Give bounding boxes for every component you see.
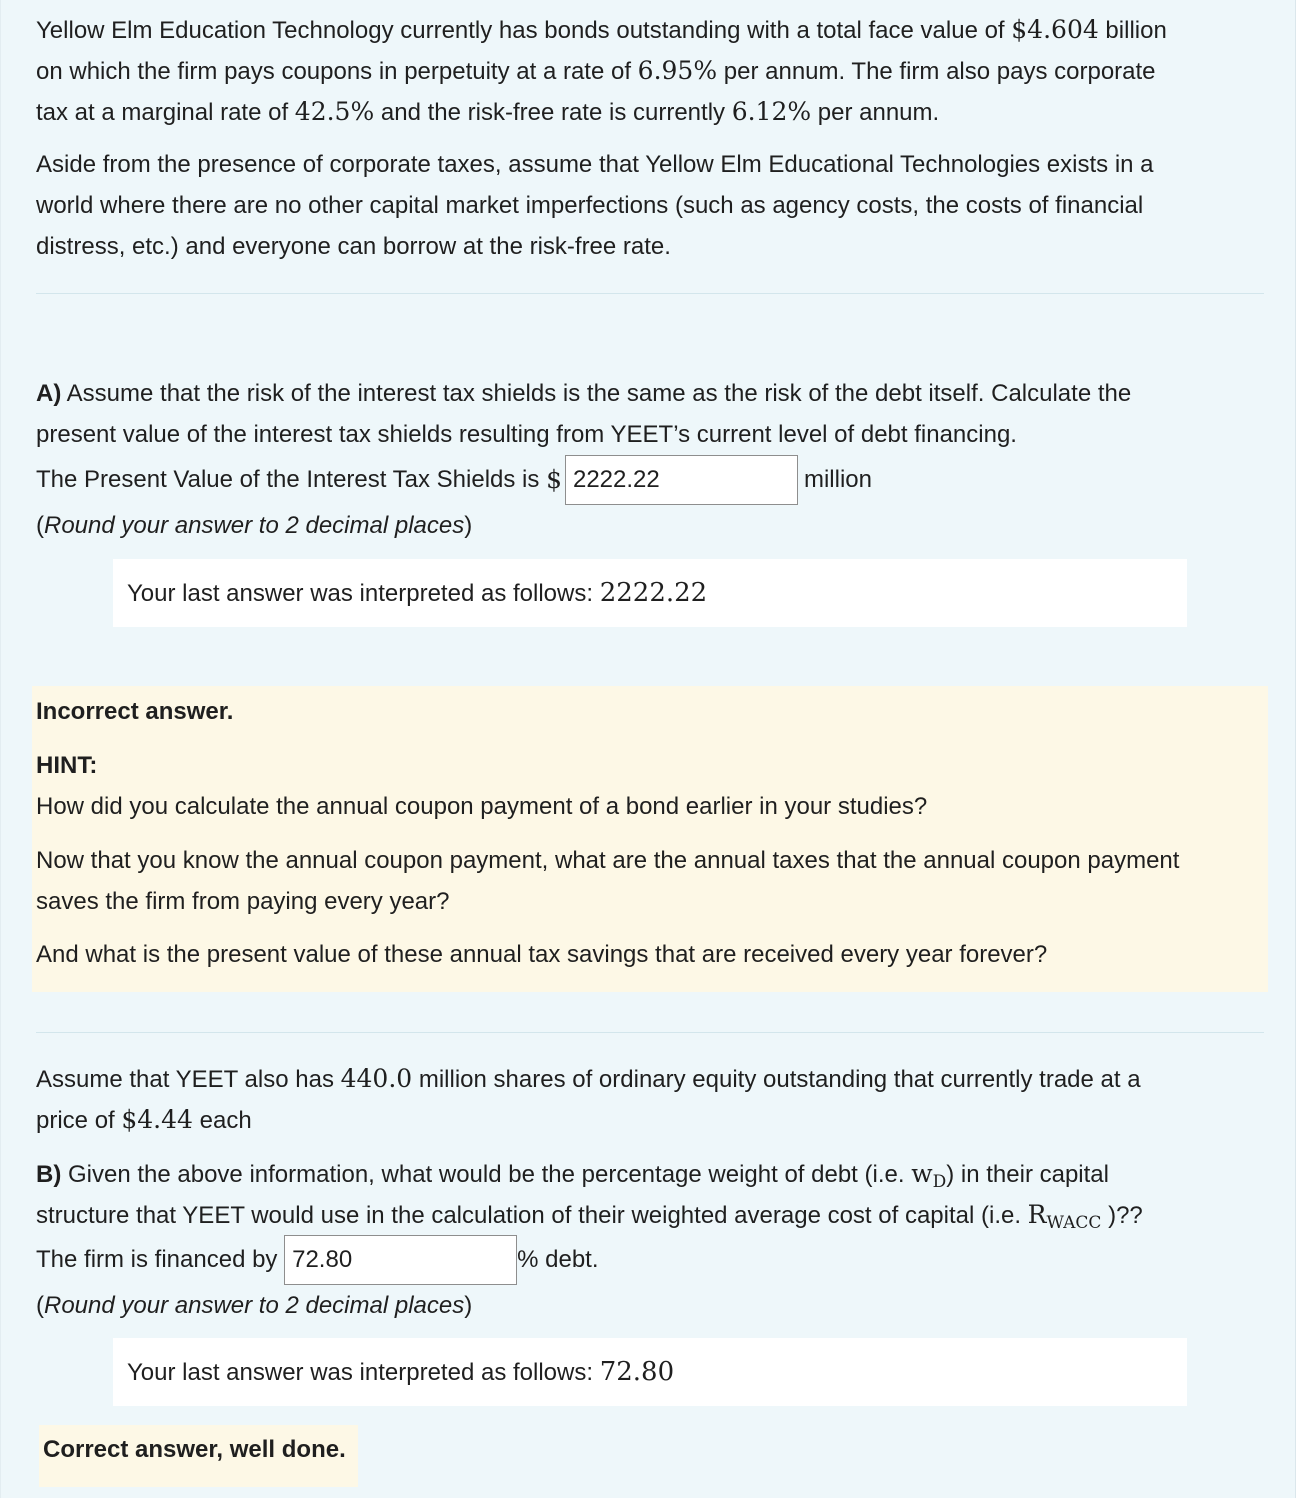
share-price: $4.44 <box>121 1105 193 1134</box>
divider <box>36 1032 1264 1033</box>
coupon-rate: 6.95% <box>637 56 718 85</box>
part-b-interpreted-box: Your last answer was interpreted as follows: 72.80 <box>113 1338 1187 1406</box>
tax-rate: 42.5% <box>294 97 375 126</box>
intro-line-2: on which the firm pays coupons in perpetuity at a rate of 6.95% per annum. The firm also pays corporate <box>36 56 1156 85</box>
part-a-answer-row: The Present Value of the Interest Tax Shields is $2222.22 million <box>36 455 872 505</box>
part-b-question-line-1: B) Given the above information, what would be the percentage weight of debt (i.e. $w_D$) in their capital <box>36 1159 1109 1192</box>
hint-line-2: Now that you know the annual coupon payment, what are the annual taxes that the annual coupon payment <box>36 847 1180 874</box>
part-b-interpreted-value: 72.80 <box>599 1357 675 1387</box>
hint-line-4: And what is the present value of these annual tax savings that are received every year forever? <box>36 941 1048 968</box>
part-b-rounding-note: (Round your answer to 2 decimal places) <box>36 1292 473 1319</box>
face-value: $4.604 <box>1011 15 1099 44</box>
wacc-symbol: R <box>1027 1200 1047 1229</box>
intro-line-3: tax at a marginal rate of 42.5% and the risk-free rate is currently 6.12% per annum. <box>36 97 940 126</box>
unit-label: % debt. <box>517 1246 599 1273</box>
part-a-rounding-note: (Round your answer to 2 decimal places) <box>36 512 473 539</box>
unit-label: million <box>803 466 872 493</box>
pv-tax-shield-input[interactable] <box>565 455 798 505</box>
part-a-interpreted-box: Your last answer was interpreted as follows: 2222.22 <box>113 559 1187 627</box>
part-a-result: Incorrect answer. <box>36 698 234 725</box>
intro-p2-line-3: distress, etc.) and everyone can borrow at the risk-free rate. <box>36 233 671 260</box>
part-b-answer-row: The firm is financed by 72.80 % debt. <box>36 1235 599 1285</box>
part-a-label: A) <box>36 380 62 407</box>
weight-debt-symbol: w <box>911 1159 933 1188</box>
hint-line-3: saves the firm from paying every year? <box>36 888 450 915</box>
part-a-question-line-2: present value of the interest tax shields resulting from YEET’s current level of debt financing. <box>36 421 1017 448</box>
divider <box>36 293 1264 294</box>
intro-line-1: Yellow Elm Education Technology currently has bonds outstanding with a total face value of $4.604 billion <box>36 15 1167 44</box>
risk-free-rate: 6.12% <box>731 97 812 126</box>
intro-p2-line-2: world where there are no other capital market imperfections (such as agency costs, the costs of financial <box>36 192 1144 219</box>
part-b-label: B) <box>36 1161 62 1188</box>
currency-symbol: $ <box>546 465 562 494</box>
part-b-preamble-line-2: price of $4.44 each <box>36 1105 252 1134</box>
part-b-preamble-line-1: Assume that YEET also has 440.0 million shares of ordinary equity outstanding that currently trade at a <box>36 1064 1141 1093</box>
intro-p2-line-1: Aside from the presence of corporate taxes, assume that Yellow Elm Educational Technologies exists in a <box>36 151 1154 178</box>
part-a-interpreted-value: 2222.22 <box>599 578 708 608</box>
shares-outstanding: 440.0 <box>340 1064 413 1093</box>
hint-title: HINT: <box>36 752 98 779</box>
hint-line-1: How did you calculate the annual coupon payment of a bond earlier in your studies? <box>36 793 928 820</box>
debt-weight-input[interactable] <box>284 1235 517 1285</box>
part-b-question-line-2: structure that YEET would use in the calculation of their weighted average cost of capital (i.e. $R_{WACC}$ )?? <box>36 1200 1143 1233</box>
part-b-result: Correct answer, well done. <box>39 1425 358 1487</box>
part-a-question-line-1: A) Assume that the risk of the interest tax shields is the same as the risk of the debt itself. Calculate the <box>36 380 1132 407</box>
